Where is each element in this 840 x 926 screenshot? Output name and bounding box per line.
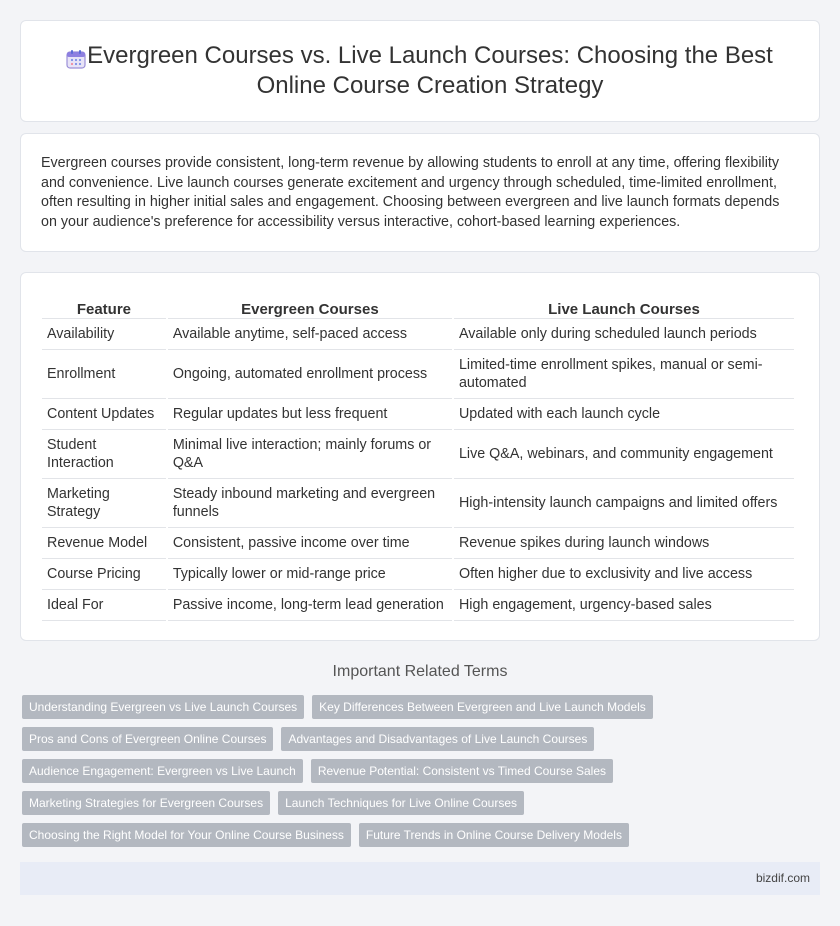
tag-row [22, 727, 822, 751]
cell-feature: Enrollment [42, 350, 166, 399]
cell-live-launch: Live Q&A, webinars, and community engagement [454, 430, 794, 479]
table-row [42, 430, 794, 479]
cell-feature: Revenue Model [42, 528, 166, 559]
cell-evergreen: Consistent, passive income over time [168, 528, 452, 559]
comparison-table [40, 297, 796, 621]
cell-feature: Marketing Strategy [42, 479, 166, 528]
intro-card [20, 133, 820, 252]
table-row [42, 528, 794, 559]
tag-row [22, 791, 822, 815]
related-term-link[interactable]: Marketing Strategies for Evergreen Courses [22, 791, 270, 815]
cell-feature: Ideal For [42, 590, 166, 621]
cell-live-launch: Available only during scheduled launch periods [454, 319, 794, 350]
table-row [42, 399, 794, 430]
footer-site-link[interactable]: bizdif.com [755, 871, 810, 885]
cell-live-launch: High-intensity launch campaigns and limited offers [454, 479, 794, 528]
related-term-link[interactable]: Key Differences Between Evergreen and Live Launch Models [312, 695, 653, 719]
cell-live-launch: Revenue spikes during launch windows [454, 528, 794, 559]
cell-feature: Course Pricing [42, 559, 166, 590]
comparison-card [20, 272, 820, 641]
footer [20, 862, 820, 895]
cell-evergreen: Available anytime, self-paced access [168, 319, 452, 350]
tag-row [22, 759, 822, 783]
cell-evergreen: Typically lower or mid-range price [168, 559, 452, 590]
related-term-link[interactable]: Revenue Potential: Consistent vs Timed Course Sales [311, 759, 613, 783]
table-row [42, 319, 794, 350]
cell-evergreen: Passive income, long-term lead generation [168, 590, 452, 621]
related-term-link[interactable]: Advantages and Disadvantages of Live Launch Courses [281, 727, 594, 751]
table-row [42, 479, 794, 528]
related-term-link[interactable]: Pros and Cons of Evergreen Online Courses [22, 727, 273, 751]
header-card [20, 20, 820, 122]
tag-row [22, 823, 822, 847]
cell-evergreen: Regular updates but less frequent [168, 399, 452, 430]
header-feature: Feature [42, 297, 166, 319]
cell-live-launch: Updated with each launch cycle [454, 399, 794, 430]
cell-feature: Content Updates [42, 399, 166, 430]
cell-live-launch: Limited-time enrollment spikes, manual or semi-automated [454, 350, 794, 399]
table-row [42, 590, 794, 621]
related-term-link[interactable]: Understanding Evergreen vs Live Launch Courses [22, 695, 304, 719]
tag-row [22, 695, 822, 719]
cell-live-launch: Often higher due to exclusivity and live access [454, 559, 794, 590]
intro-paragraph: Evergreen courses provide consistent, long-term revenue by allowing students to enroll at any time, offering flexibility and convenience. Live launch courses generate excitement and urgency through scheduled, time-limited enrollment, often resulting in higher initial sales and engagement. Choosing between evergreen and live launch formats depends on your audience's preference for accessibility versus interactive, cohort-based learning experiences. [41, 155, 780, 230]
table-row [42, 350, 794, 399]
page-title: Evergreen Courses vs. Live Launch Courses: Choosing the Best Online Course Creation Strategy [87, 42, 773, 99]
cell-evergreen: Minimal live interaction; mainly forums or Q&A [168, 430, 452, 479]
header-live-launch: Live Launch Courses [454, 297, 794, 319]
related-term-link[interactable]: Audience Engagement: Evergreen vs Live Launch [22, 759, 303, 783]
table-header-row [42, 297, 794, 319]
table-row [42, 559, 794, 590]
cell-feature: Availability [42, 319, 166, 350]
related-terms-list [22, 695, 822, 855]
related-term-link[interactable]: Future Trends in Online Course Delivery Models [359, 823, 629, 847]
cell-live-launch: High engagement, urgency-based sales [454, 590, 794, 621]
header-evergreen: Evergreen Courses [168, 297, 452, 319]
related-term-link[interactable]: Launch Techniques for Live Online Courses [278, 791, 524, 815]
related-term-link[interactable]: Choosing the Right Model for Your Online Course Business [22, 823, 351, 847]
cell-feature: Student Interaction [42, 430, 166, 479]
cell-evergreen: Steady inbound marketing and evergreen funnels [168, 479, 452, 528]
cell-evergreen: Ongoing, automated enrollment process [168, 350, 452, 399]
related-terms-title: Important Related Terms [332, 663, 508, 680]
